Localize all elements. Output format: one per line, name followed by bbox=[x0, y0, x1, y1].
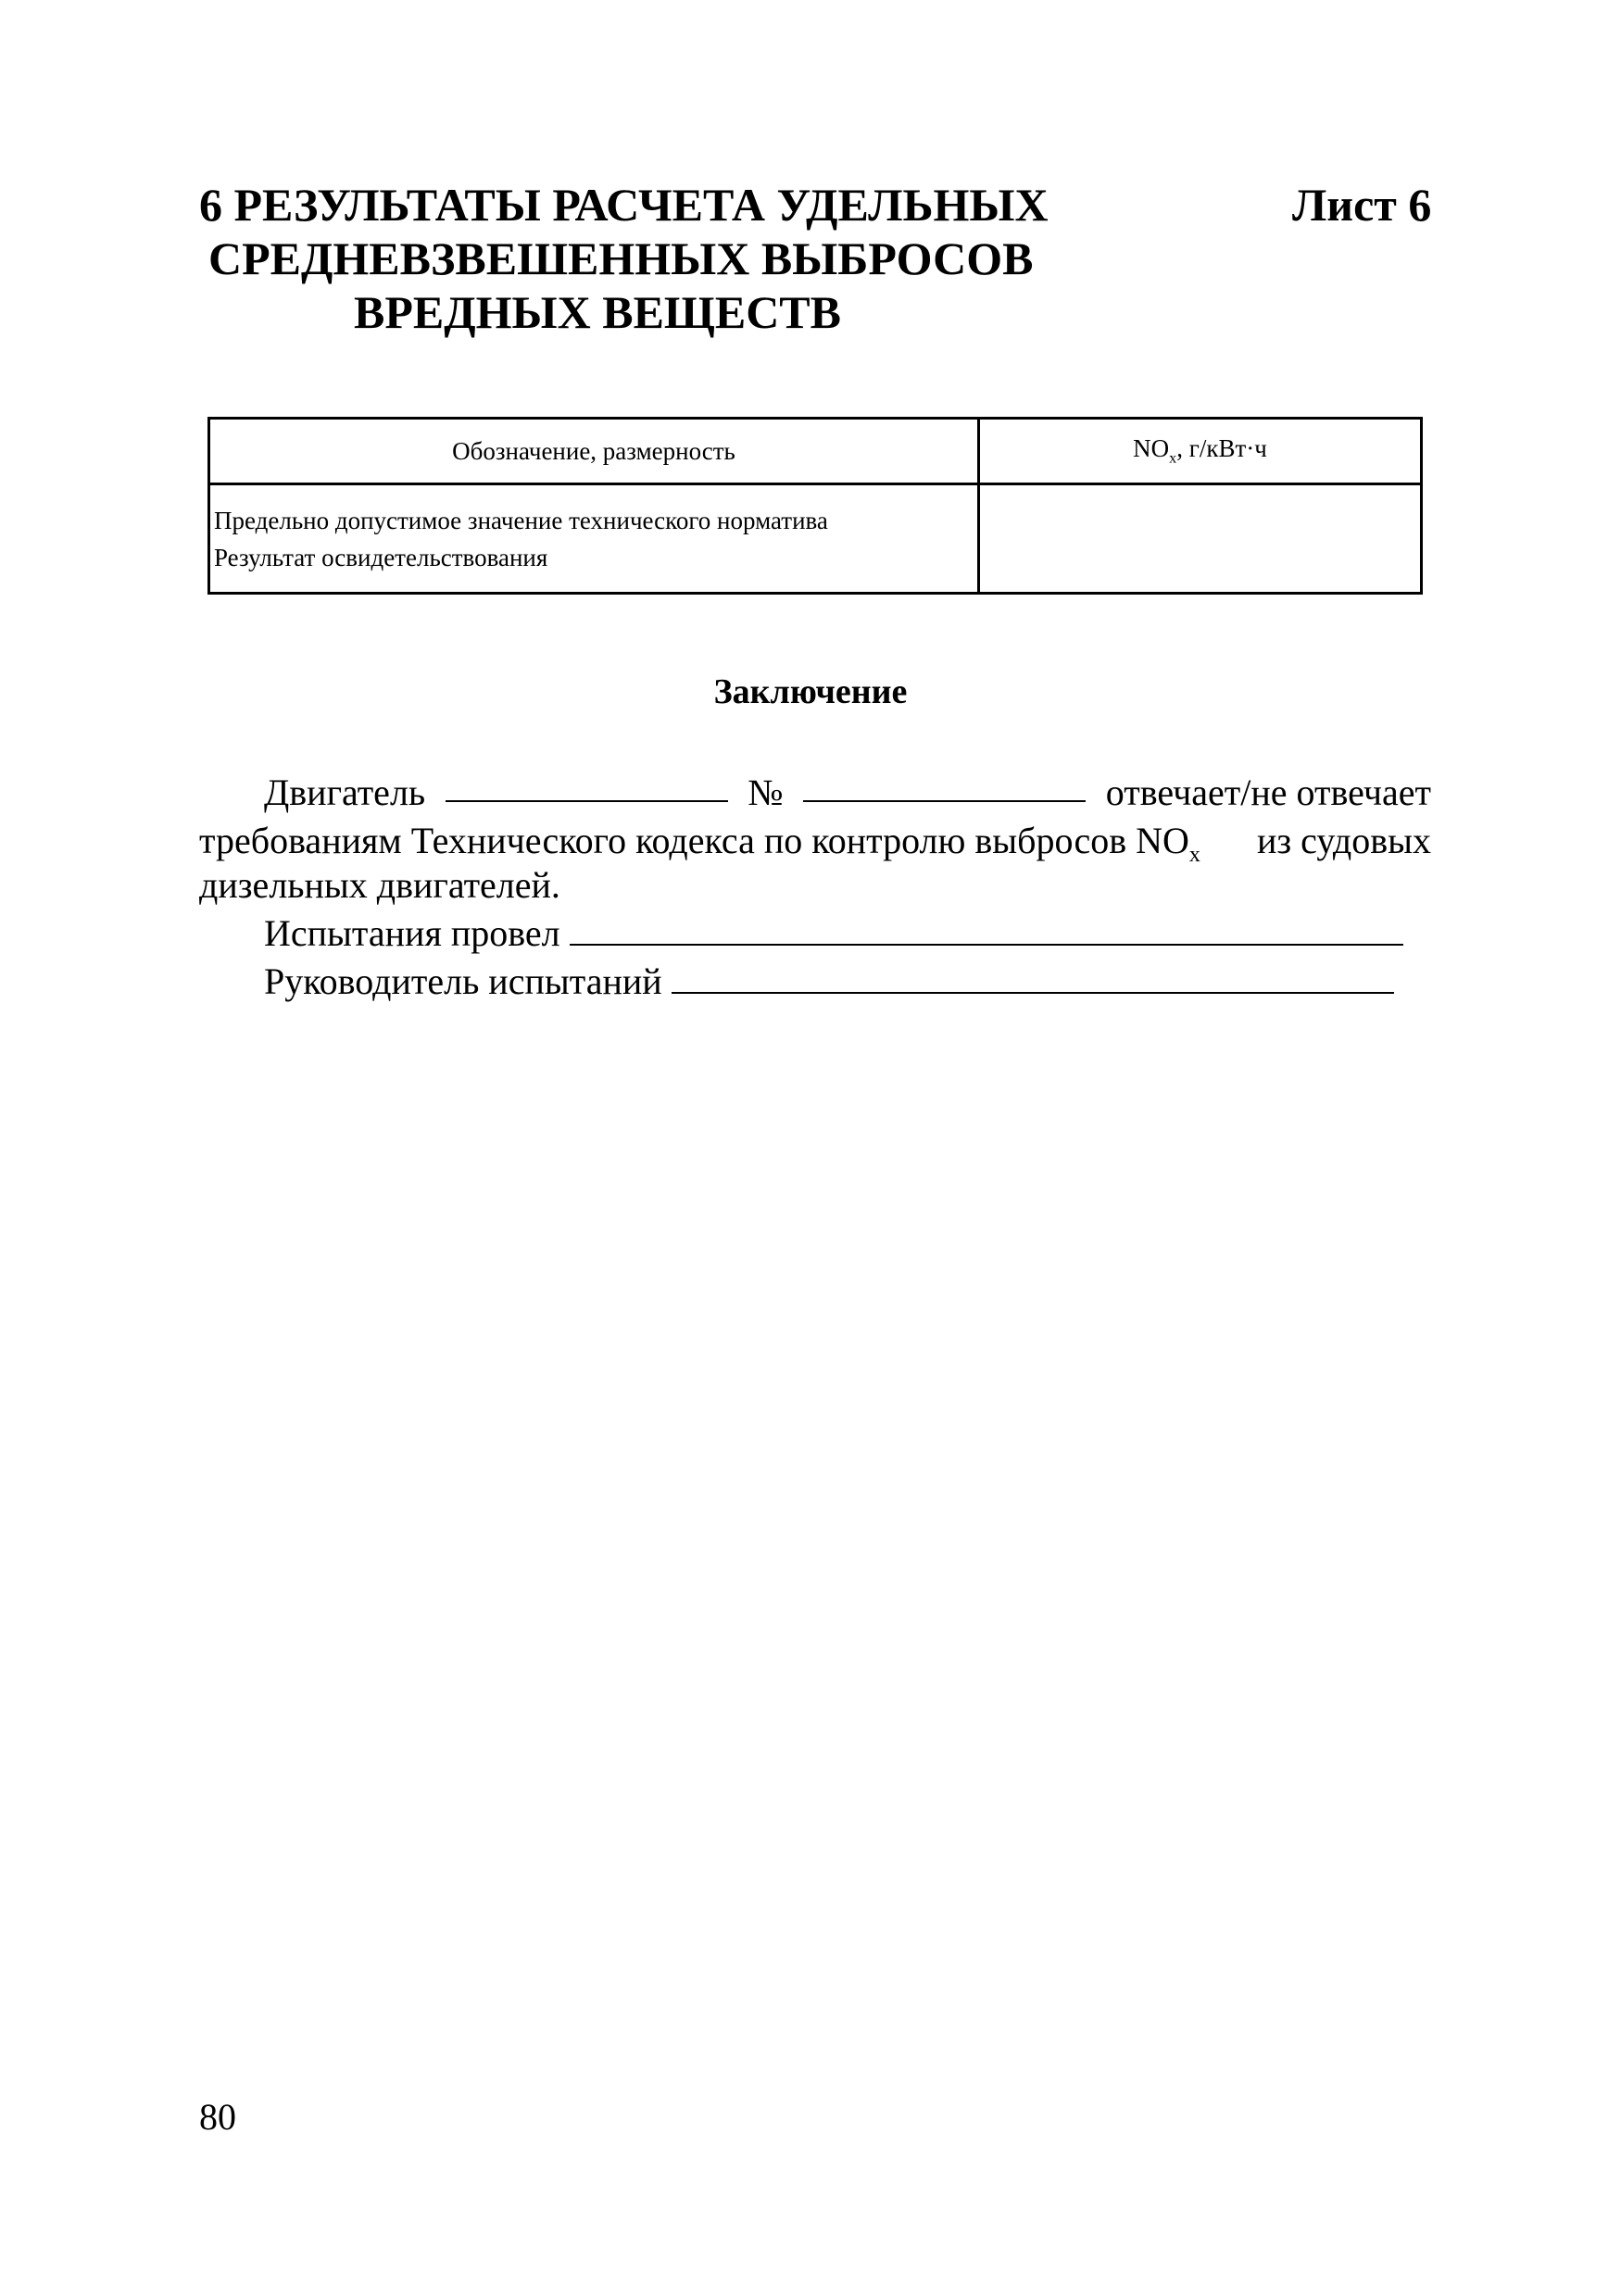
column-header-nox bbox=[979, 419, 1422, 484]
sheet-label: Лист 6 bbox=[1292, 179, 1432, 231]
number-label: № bbox=[748, 772, 784, 813]
column-header-designation: Обозначение, размерность bbox=[209, 419, 979, 484]
supervisor-label: Руководитель испытаний bbox=[264, 960, 662, 1002]
engine-field[interactable] bbox=[446, 769, 728, 802]
complies-text: отвечает/не отвечает bbox=[1105, 772, 1431, 813]
requirements-text-end: из судовых bbox=[1256, 820, 1431, 861]
results-table bbox=[207, 417, 1423, 595]
engines-line: дизельных двигателей. bbox=[199, 864, 560, 906]
requirements-text: требованиям Технического кодекса по контролю выбросов NO bbox=[199, 820, 1189, 861]
table-header-row bbox=[209, 419, 1422, 484]
title-line-2: СРЕДНЕВЗВЕШЕННЫХ ВЫБРОСОВ bbox=[208, 232, 1034, 284]
supervisor-field[interactable] bbox=[672, 960, 1394, 994]
row-survey-result: Результат освидетельствования bbox=[214, 543, 548, 571]
number-field[interactable] bbox=[803, 769, 1086, 802]
nox-label: NO bbox=[1133, 434, 1170, 463]
engine-line bbox=[199, 769, 1431, 817]
conclusion-heading: Заключение bbox=[713, 672, 908, 711]
table-row bbox=[209, 484, 1422, 594]
tested-by-label: Испытания провел bbox=[264, 912, 560, 954]
nox-subscript: x bbox=[1188, 843, 1200, 867]
nox-value-cell[interactable] bbox=[979, 484, 1422, 594]
nox-subscript: x bbox=[1169, 449, 1177, 467]
title-line-1: 6 РЕЗУЛЬТАТЫ РАСЧЕТА УДЕЛЬНЫХ bbox=[199, 179, 1049, 231]
page-number: 80 bbox=[199, 2096, 236, 2138]
tested-by-field[interactable] bbox=[570, 912, 1403, 946]
row-limit-value: Предельно допустимое значение технического норматива bbox=[214, 506, 828, 534]
row-labels-cell bbox=[209, 484, 979, 594]
nox-unit: , г/кВт·ч bbox=[1176, 434, 1267, 463]
tested-by-line bbox=[264, 910, 1403, 958]
engine-label: Двигатель bbox=[264, 772, 426, 813]
title-line-3: ВРЕДНЫХ ВЕЩЕСТВ bbox=[354, 286, 842, 338]
supervisor-line bbox=[264, 958, 1394, 1006]
